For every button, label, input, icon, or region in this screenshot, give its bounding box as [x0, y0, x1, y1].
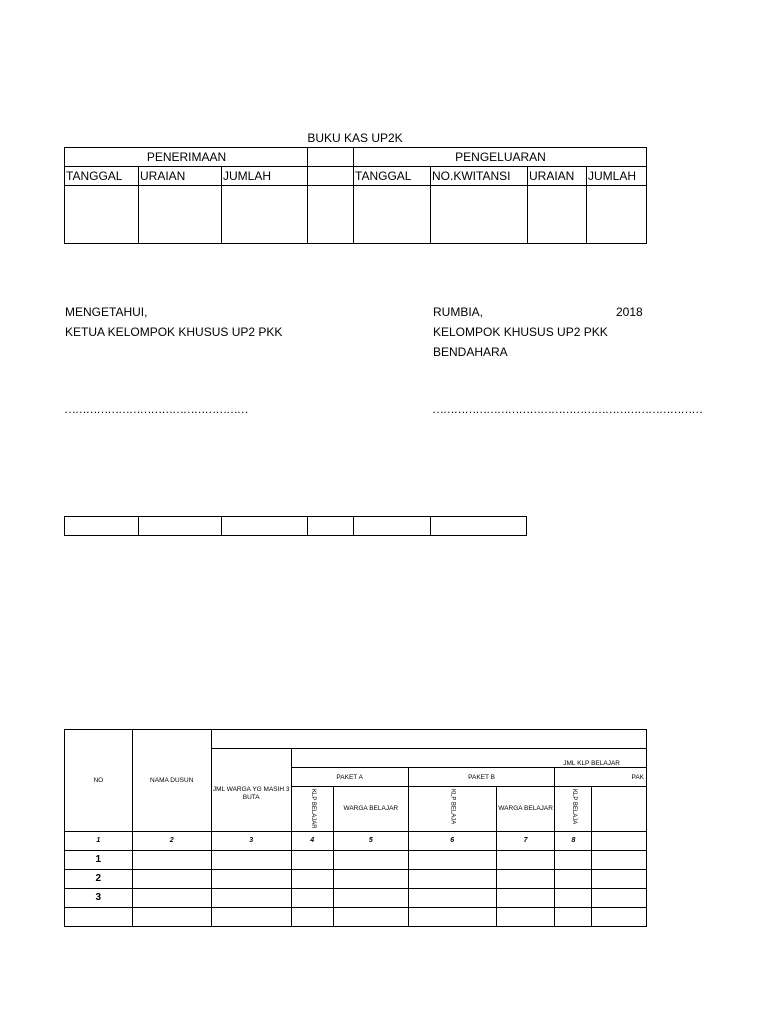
header-cut-cell — [592, 787, 647, 832]
table-row — [65, 850, 647, 869]
row-number: 1 — [65, 850, 133, 869]
table-cell — [431, 186, 528, 244]
empty-row-table — [64, 516, 527, 536]
table-cell — [587, 186, 647, 244]
table-cell — [139, 517, 222, 536]
table-row — [65, 907, 647, 926]
table-cell — [528, 186, 587, 244]
header-paket-b: PAKET B — [408, 768, 555, 787]
right-signature-year: 2018 — [616, 305, 643, 319]
right-signature-dots: ………………………………………………………………… — [432, 402, 703, 416]
col-number: 7 — [496, 831, 555, 850]
spacer-cell — [308, 148, 354, 167]
table-cell — [65, 517, 139, 536]
header-jml-warga: JML WARGA YG MASIH 3 BUTA — [211, 749, 291, 832]
header-jml-klp: JML KLP BELAJAR — [291, 749, 646, 768]
table-row — [65, 186, 647, 244]
col-tanggal-out: TANGGAL — [354, 167, 431, 186]
col-jumlah: JUMLAH — [222, 167, 308, 186]
col-tanggal: TANGGAL — [65, 167, 139, 186]
table-row — [65, 888, 647, 907]
column-number-row — [65, 831, 647, 850]
right-signature-line2: KELOMPOK KHUSUS UP2 PKK — [433, 325, 608, 339]
table-cell — [592, 831, 647, 850]
header-klp-belajar-b: KLP BELAJA — [408, 787, 496, 832]
table-cell — [222, 186, 308, 244]
header-nama-dusun: NAMA DUSUN — [132, 730, 211, 832]
cash-book-table — [64, 147, 647, 244]
header-top-span — [211, 730, 646, 749]
header-klp-belajar-a: KLP BELAJAR — [291, 787, 333, 832]
learning-table — [64, 729, 647, 927]
header-klp-belajar-c: KLP BELAJA — [555, 787, 592, 832]
col-number: 1 — [65, 831, 133, 850]
left-signature-line1: MENGETAHUI, — [65, 305, 148, 319]
left-signature-line2: KETUA KELOMPOK KHUSUS UP2 PKK — [65, 325, 283, 339]
table-cell — [65, 186, 139, 244]
col-number: 5 — [333, 831, 408, 850]
learning-table-viewport — [0, 720, 647, 930]
left-signature-dots: …………………………………………… — [64, 402, 248, 416]
col-number: 2 — [132, 831, 211, 850]
header-no: NO — [65, 730, 133, 832]
col-number: 8 — [555, 831, 592, 850]
header-warga-belajar-a: WARGA BELAJAR — [333, 787, 408, 832]
col-uraian-out: URAIAN — [528, 167, 587, 186]
spacer-cell — [308, 167, 354, 186]
header-warga-belajar-b: WARGA BELAJAR — [496, 787, 555, 832]
col-number: 6 — [408, 831, 496, 850]
right-signature-place: RUMBIA, — [433, 305, 484, 319]
table-row — [65, 869, 647, 888]
table-cell — [222, 517, 308, 536]
table-cell — [139, 186, 222, 244]
col-no-kwitansi: NO.KWITANSI — [431, 167, 528, 186]
col-number: 3 — [211, 831, 291, 850]
col-jumlah-out: JUMLAH — [587, 167, 647, 186]
table-cell — [431, 517, 527, 536]
table-cell — [354, 517, 431, 536]
table-cell — [308, 186, 354, 244]
table-row — [65, 517, 527, 536]
table-cell — [308, 517, 354, 536]
header-paket-a: PAKET A — [291, 768, 408, 787]
receipts-header: PENERIMAAN — [65, 148, 308, 167]
col-number: 4 — [291, 831, 333, 850]
row-number: 2 — [65, 869, 133, 888]
expenses-header: PENGELUARAN — [354, 148, 647, 167]
table-cell — [354, 186, 431, 244]
right-signature-line3: BENDAHARA — [433, 345, 508, 359]
header-paket-c: PAK — [555, 768, 647, 787]
col-uraian: URAIAN — [139, 167, 222, 186]
row-number: 3 — [65, 888, 133, 907]
cash-book-title: BUKU KAS UP2K — [307, 131, 403, 145]
